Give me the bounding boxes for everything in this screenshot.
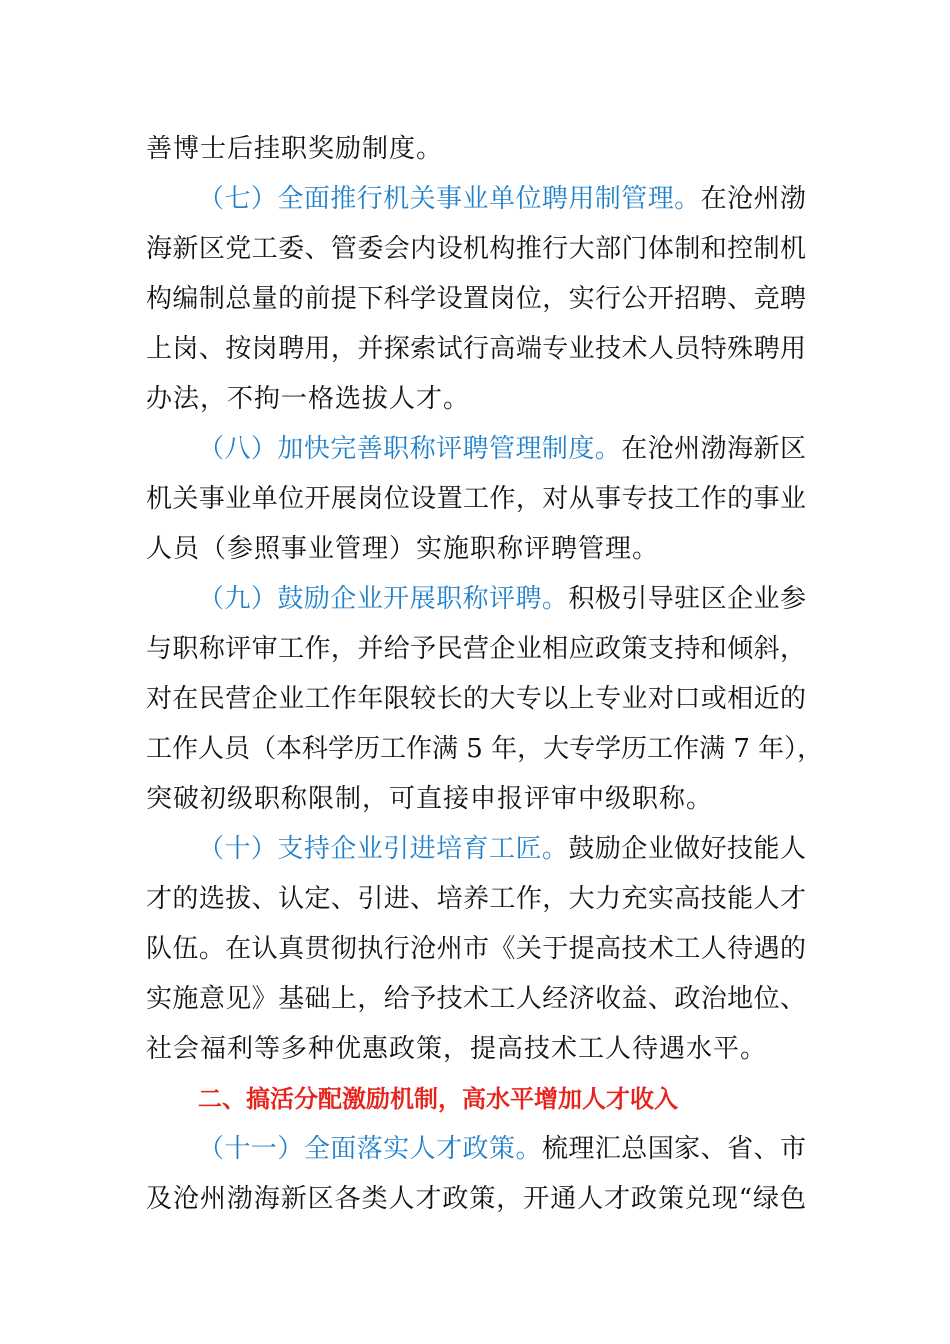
paragraph-first-line (146, 174, 806, 224)
clause-heading-10: （十）支持企业引进培育工匠。 (198, 834, 569, 864)
document-body (146, 124, 824, 1224)
paragraph-line: 社会福利等多种优惠政策，提高技术工人待遇水平。 (146, 1034, 768, 1064)
paragraph-line: 办法，不拘一格选拔人才。 (146, 384, 471, 414)
paragraph-text: 鼓励企业做好技能人 (568, 834, 806, 864)
paragraph-line: 与职称评审工作，并给予民营企业相应政策支持和倾斜， (146, 634, 806, 664)
section-title: 二、搞活分配激励机制，高水平增加人才收入 (198, 1085, 678, 1113)
paragraph-line: 善博士后挂职奖励制度。 (146, 134, 444, 164)
paragraph-line: 构编制总量的前提下科学设置岗位，实行公开招聘、竞聘 (146, 284, 806, 314)
paragraph-line: 上岗、按岗聘用，并探索试行高端专业技术人员特殊聘用 (146, 334, 806, 364)
paragraph-line: 对在民营企业工作年限较长的大专以上专业对口或相近的 (146, 684, 806, 714)
paragraph-line: 队伍。在认真贯彻执行沧州市《关于提高技术工人待遇的 (146, 934, 806, 964)
clause-heading-8: （八）加快完善职称评聘管理制度。 (198, 434, 622, 464)
paragraph-line: 才的选拔、认定、引进、培养工作，大力充实高技能人才 (146, 884, 806, 914)
paragraph-line: 突破初级职称限制，可直接申报评审中级职称。 (146, 784, 714, 814)
paragraph-line: 及沧州渤海新区各类人才政策，开通人才政策兑现“绿色 (146, 1184, 806, 1214)
paragraph-text: 积极引导驻区企业参 (568, 584, 806, 614)
clause-heading-11: （十一）全面落实人才政策。 (198, 1134, 542, 1164)
paragraph-text: 在沧州渤海新区 (621, 434, 806, 464)
paragraph-first-line (146, 824, 806, 874)
paragraph-line: 实施意见》基础上，给予技术工人经济收益、政治地位、 (146, 984, 806, 1014)
paragraph-first-line (146, 574, 806, 624)
paragraph-text: 梳理汇总国家、省、市 (541, 1134, 806, 1164)
clause-heading-7: （七）全面推行机关事业单位聘用制管理。 (198, 184, 701, 214)
paragraph-line: 机关事业单位开展岗位设置工作，对从事专技工作的事业 (146, 484, 806, 514)
paragraph-line: 人员（参照事业管理）实施职称评聘管理。 (146, 534, 660, 564)
paragraph-text: 在沧州渤 (700, 184, 806, 214)
paragraph-first-line (146, 1124, 806, 1174)
clause-heading-9: （九）鼓励企业开展职称评聘。 (198, 584, 569, 614)
paragraph-first-line (146, 424, 806, 474)
paragraph-line: 海新区党工委、管委会内设机构推行大部门体制和控制机 (146, 234, 806, 264)
paragraph-line: 工作人员（本科学历工作满 5 年，大专学历工作满 7 年）， (146, 734, 824, 764)
